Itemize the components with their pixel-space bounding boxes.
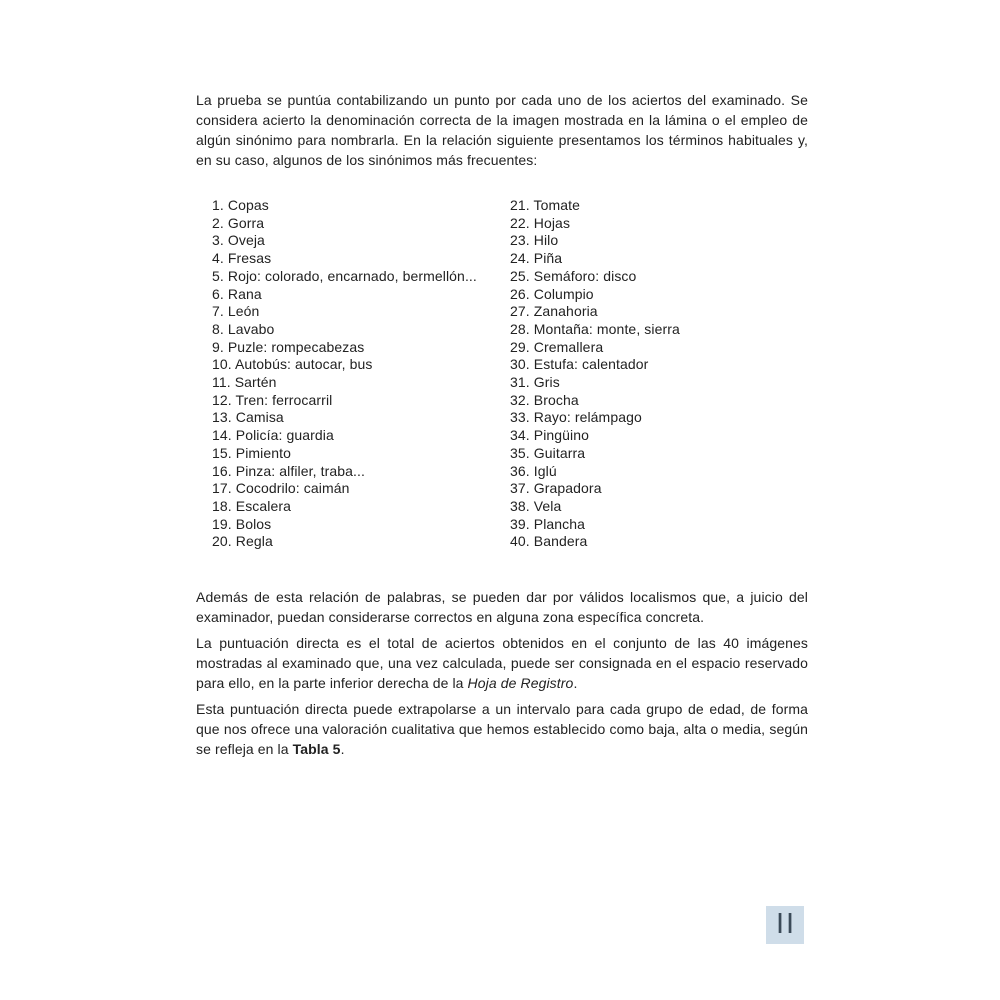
tabla-5-bold: Tabla 5	[292, 741, 341, 758]
page-content	[196, 90, 808, 765]
word-list-item: 1. Copas	[212, 197, 269, 213]
page-marker-label: II	[775, 907, 797, 940]
word-list	[212, 197, 808, 551]
word-list-item: 4. Fresas	[212, 250, 272, 267]
word-list-item: 5. Rojo: colorado, encarnado, bermellón...	[212, 267, 477, 284]
word-list-item: 35. Guitarra	[510, 444, 586, 461]
extrapolation-paragraph	[196, 699, 808, 759]
word-list-item: 38. Vela	[510, 497, 562, 514]
word-list-item: 19. Bolos	[212, 515, 272, 532]
word-list-item: 7. León	[212, 303, 260, 320]
word-list-item: 40. Bandera	[510, 533, 588, 550]
word-list-item: 22. Hojas	[510, 214, 571, 231]
extrapolation-period: .	[340, 741, 345, 758]
word-list-item: 39. Plancha	[510, 515, 586, 532]
page-marker	[766, 906, 804, 944]
word-list-item: 25. Semáforo: disco	[510, 267, 637, 284]
localisms-paragraph: Además de esta relación de palabras, se pueden dar por válidos localismos que, a juicio del examinador, puedan considerarse correctos en alguna zona específica concreta.	[196, 589, 808, 626]
word-list-item: 17. Cocodrilo: caimán	[212, 480, 350, 497]
word-list-item: 11. Sartén	[212, 374, 277, 391]
word-list-item: 21. Tomate	[510, 197, 581, 213]
word-list-item: 8. Lavabo	[212, 320, 275, 337]
extrapolation-text: Esta puntuación directa puede extrapolarse a un intervalo para cada grupo de edad, de forma que nos ofrece una valoración cualitativa que hemos establecido como baja, alta o media, según se refleja en la	[196, 701, 808, 758]
word-list-item: 37. Grapadora	[510, 480, 602, 497]
word-list-column-right	[510, 197, 808, 551]
word-list-item: 20. Regla	[212, 533, 273, 550]
word-list-item: 23. Hilo	[510, 232, 559, 249]
hoja-de-registro-italic: Hoja de Registro	[467, 675, 574, 692]
word-list-item: 26. Columpio	[510, 285, 594, 302]
direct-score-paragraph	[196, 633, 808, 693]
word-list-item: 2. Gorra	[212, 214, 265, 231]
word-list-item: 12. Tren: ferrocarril	[212, 391, 333, 408]
word-list-item: 33. Rayo: relámpago	[510, 409, 642, 426]
word-list-item: 9. Puzle: rompecabezas	[212, 338, 365, 355]
word-list-item: 3. Oveja	[212, 232, 265, 249]
word-list-item: 30. Estufa: calentador	[510, 356, 649, 373]
word-list-item: 24. Piña	[510, 250, 563, 267]
direct-score-period: .	[573, 675, 578, 692]
word-list-item: 15. Pimiento	[212, 444, 292, 461]
word-list-item: 18. Escalera	[212, 497, 292, 514]
word-list-item: 13. Camisa	[212, 409, 284, 426]
word-list-item: 29. Cremallera	[510, 338, 604, 355]
word-list-column-left	[212, 197, 510, 551]
word-list-item: 6. Rana	[212, 285, 262, 302]
word-list-item: 36. Iglú	[510, 462, 557, 479]
word-list-item: 27. Zanahoria	[510, 303, 598, 320]
word-list-item: 28. Montaña: monte, sierra	[510, 320, 680, 337]
word-list-item: 32. Brocha	[510, 391, 579, 408]
word-list-item: 10. Autobús: autocar, bus	[212, 356, 373, 373]
word-list-item: 14. Policía: guardia	[212, 427, 334, 444]
word-list-item: 16. Pinza: alfiler, traba...	[212, 462, 365, 479]
direct-score-text: La puntuación directa es el total de aciertos obtenidos en el conjunto de las 40 imágenes mostradas al examinado que, una vez calculada, puede ser consignada en el espacio reservado para ello, en la parte inferior derecha de la	[196, 635, 808, 692]
word-list-item: 31. Gris	[510, 374, 560, 391]
word-list-item: 34. Pingüino	[510, 427, 590, 444]
intro-paragraph: La prueba se puntúa contabilizando un punto por cada uno de los aciertos del examinado. Se considera acierto la denominación correcta de la imagen mostrada en la lámina o el empleo de algún sinónimo para nombrarla. En la relación siguiente presentamos los términos habituales y, en su caso, algunos de los sinónimos más frecuentes:	[196, 92, 808, 168]
